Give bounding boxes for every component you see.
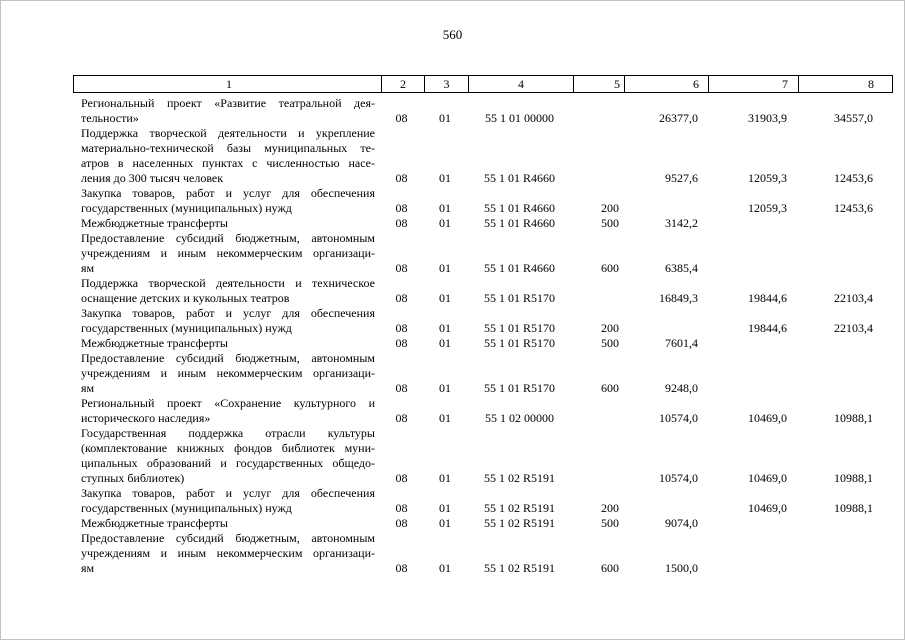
page-number: 560	[442, 27, 463, 42]
program-name-line: учреждениям и иным некоммерческим организаци-	[81, 246, 375, 260]
csr-code-cell: 55 1 01 00000	[485, 111, 554, 125]
podrazdel-cell: 01	[439, 336, 451, 350]
amount-year1-cell: 9074,0	[665, 516, 698, 530]
table-row	[73, 486, 893, 516]
program-name-cell	[73, 351, 380, 396]
program-name-cell	[73, 396, 380, 426]
table-row	[73, 96, 893, 126]
program-name-line: Межбюджетные трансферты	[81, 516, 228, 530]
table-row	[73, 276, 893, 306]
expense-type-cell: 500	[601, 516, 619, 530]
amount-year2-cell: 19844,6	[748, 321, 787, 335]
razdel-cell: 08	[395, 516, 408, 530]
amount-year1-cell: 16849,3	[659, 291, 698, 305]
amount-year3-cell: 22103,4	[834, 291, 873, 305]
program-name-line: Межбюджетные трансферты	[81, 216, 228, 230]
table-body	[73, 96, 893, 576]
amount-year3-cell: 10988,1	[834, 411, 873, 425]
csr-code-cell: 55 1 02 00000	[485, 411, 554, 425]
header-cell-7: 7	[708, 76, 798, 92]
program-name-line: Региональный проект «Развитие театральной дея-	[81, 96, 375, 110]
csr-code-cell: 55 1 01 R4660	[483, 261, 555, 275]
table-row	[73, 531, 893, 576]
program-name-line: Поддержка творческой деятельности и техническое	[81, 276, 375, 290]
table-row	[73, 306, 893, 336]
amount-year1-cell: 9248,0	[665, 381, 698, 395]
header-cell-4: 4	[468, 76, 573, 92]
podrazdel-cell: 01	[439, 471, 451, 485]
program-name-line: государственных (муниципальных) нужд	[81, 201, 292, 215]
program-name-line: Межбюджетные трансферты	[81, 336, 228, 350]
program-name-line: атров в населенных пунктах с численностью насе-	[81, 156, 375, 170]
amount-year1-cell: 6385,4	[665, 261, 698, 275]
program-name-line: Государственная поддержка отрасли культуры	[81, 426, 375, 440]
csr-code-cell: 55 1 01 R5170	[483, 321, 555, 335]
csr-code-cell: 55 1 01 R5170	[483, 291, 555, 305]
podrazdel-cell: 01	[439, 561, 451, 575]
amount-year1-cell: 7601,4	[665, 336, 698, 350]
amount-year3-cell: 10988,1	[834, 471, 873, 485]
expense-type-cell: 600	[601, 561, 619, 575]
program-name-line: ступных библиотек)	[81, 471, 185, 485]
amount-year3-cell: 12453,6	[834, 201, 873, 215]
razdel-cell: 08	[395, 561, 408, 575]
expense-type-cell: 200	[601, 501, 619, 515]
table-row	[73, 426, 893, 486]
podrazdel-cell: 01	[439, 501, 451, 515]
program-name-cell	[73, 126, 380, 186]
podrazdel-cell: 01	[439, 171, 451, 185]
amount-year2-cell: 31903,9	[748, 111, 787, 125]
expense-type-cell: 600	[601, 381, 619, 395]
podrazdel-cell: 01	[439, 381, 451, 395]
table-row	[73, 231, 893, 276]
amount-year1-cell: 26377,0	[659, 111, 698, 125]
razdel-cell: 08	[395, 171, 408, 185]
podrazdel-cell: 01	[439, 201, 451, 215]
program-name-line: ям	[81, 561, 95, 575]
amount-year1-cell: 10574,0	[659, 411, 698, 425]
razdel-cell: 08	[395, 501, 408, 515]
razdel-cell: 08	[395, 291, 408, 305]
amount-year2-cell: 19844,6	[748, 291, 787, 305]
header-cell-5: 5	[573, 76, 624, 92]
program-name-cell	[73, 486, 380, 516]
expense-type-cell: 500	[601, 216, 619, 230]
program-name-cell	[73, 231, 380, 276]
table-row	[73, 216, 893, 231]
program-name-line: Закупка товаров, работ и услуг для обеспечения	[81, 186, 375, 200]
razdel-cell: 08	[395, 216, 408, 230]
amount-year1-cell: 1500,0	[665, 561, 698, 575]
program-name-line: государственных (муниципальных) нужд	[81, 501, 292, 515]
table-row	[73, 186, 893, 216]
program-name-line: материально-технической базы муниципальных те-	[81, 141, 375, 155]
csr-code-cell: 55 1 02 R5191	[483, 516, 555, 530]
razdel-cell: 08	[395, 336, 408, 350]
program-name-cell	[73, 216, 380, 231]
csr-code-cell: 55 1 01 R5170	[483, 381, 555, 395]
expense-type-cell: 200	[601, 321, 619, 335]
podrazdel-cell: 01	[439, 291, 451, 305]
program-name-line: учреждениям и иным некоммерческим организаци-	[81, 546, 375, 560]
program-name-line: Предоставление субсидий бюджетным, автономным	[81, 351, 375, 365]
csr-code-cell: 55 1 01 R4660	[483, 216, 555, 230]
table-row	[73, 336, 893, 351]
amount-year3-cell: 10988,1	[834, 501, 873, 515]
program-name-line: Предоставление субсидий бюджетным, автономным	[81, 231, 375, 245]
razdel-cell: 08	[395, 471, 408, 485]
program-name-line: оснащение детских и кукольных театров	[81, 291, 290, 305]
table-header-row	[73, 75, 893, 93]
csr-code-cell: 55 1 02 R5191	[483, 501, 555, 515]
program-name-line: Закупка товаров, работ и услуг для обеспечения	[81, 486, 375, 500]
expense-type-cell: 200	[601, 201, 619, 215]
razdel-cell: 08	[395, 201, 408, 215]
table-row	[73, 516, 893, 531]
program-name-line: Предоставление субсидий бюджетным, автономным	[81, 531, 375, 545]
expense-type-cell: 500	[601, 336, 619, 350]
program-name-line: тельности»	[81, 111, 139, 125]
program-name-line: ям	[81, 261, 95, 275]
podrazdel-cell: 01	[439, 216, 451, 230]
program-name-cell	[73, 426, 380, 486]
program-name-line: ям	[81, 381, 95, 395]
razdel-cell: 08	[395, 111, 408, 125]
amount-year1-cell: 9527,6	[665, 171, 698, 185]
amount-year2-cell: 10469,0	[748, 411, 787, 425]
podrazdel-cell: 01	[439, 321, 451, 335]
podrazdel-cell: 01	[439, 261, 451, 275]
amount-year2-cell: 12059,3	[748, 171, 787, 185]
program-name-line: Закупка товаров, работ и услуг для обеспечения	[81, 306, 375, 320]
expense-type-cell: 600	[601, 261, 619, 275]
program-name-line: учреждениям и иным некоммерческим организаци-	[81, 366, 375, 380]
amount-year3-cell: 34557,0	[834, 111, 873, 125]
csr-code-cell: 55 1 01 R4660	[483, 171, 555, 185]
header-cell-2: 2	[381, 76, 424, 92]
program-name-cell	[73, 306, 380, 336]
razdel-cell: 08	[395, 261, 408, 275]
program-name-line: исторического наследия»	[81, 411, 211, 425]
amount-year2-cell: 12059,3	[748, 201, 787, 215]
header-cell-8: 8	[798, 76, 891, 92]
program-name-cell	[73, 336, 380, 351]
program-name-line: Поддержка творческой деятельности и укрепление	[81, 126, 375, 140]
header-cell-6: 6	[624, 76, 708, 92]
program-name-line: Региональный проект «Сохранение культурного и	[81, 396, 375, 410]
table-row	[73, 126, 893, 186]
program-name-line: государственных (муниципальных) нужд	[81, 321, 292, 335]
program-name-line: ления до 300 тысяч человек	[81, 171, 224, 185]
podrazdel-cell: 01	[439, 411, 451, 425]
razdel-cell: 08	[395, 381, 408, 395]
csr-code-cell: 55 1 01 R5170	[483, 336, 555, 350]
csr-code-cell: 55 1 02 R5191	[483, 471, 555, 485]
program-name-cell	[73, 96, 380, 126]
amount-year1-cell: 3142,2	[665, 216, 698, 230]
amount-year2-cell: 10469,0	[748, 471, 787, 485]
csr-code-cell: 55 1 01 R4660	[483, 201, 555, 215]
header-cell-3: 3	[424, 76, 468, 92]
program-name-cell	[73, 276, 380, 306]
razdel-cell: 08	[395, 411, 408, 425]
program-name-line: ципальных образований и государственных общедо-	[81, 456, 375, 470]
amount-year3-cell: 12453,6	[834, 171, 873, 185]
budget-table	[73, 75, 893, 576]
header-cell-1: 1	[226, 77, 232, 91]
amount-year3-cell: 22103,4	[834, 321, 873, 335]
table-row	[73, 351, 893, 396]
program-name-line: (комплектование книжных фондов библиотек муни-	[81, 441, 375, 455]
amount-year1-cell: 10574,0	[659, 471, 698, 485]
program-name-cell	[73, 516, 380, 531]
amount-year2-cell: 10469,0	[748, 501, 787, 515]
csr-code-cell: 55 1 02 R5191	[483, 561, 555, 575]
podrazdel-cell: 01	[439, 516, 451, 530]
podrazdel-cell: 01	[439, 111, 451, 125]
program-name-cell	[73, 186, 380, 216]
table-row	[73, 396, 893, 426]
program-name-cell	[73, 531, 380, 576]
razdel-cell: 08	[395, 321, 408, 335]
